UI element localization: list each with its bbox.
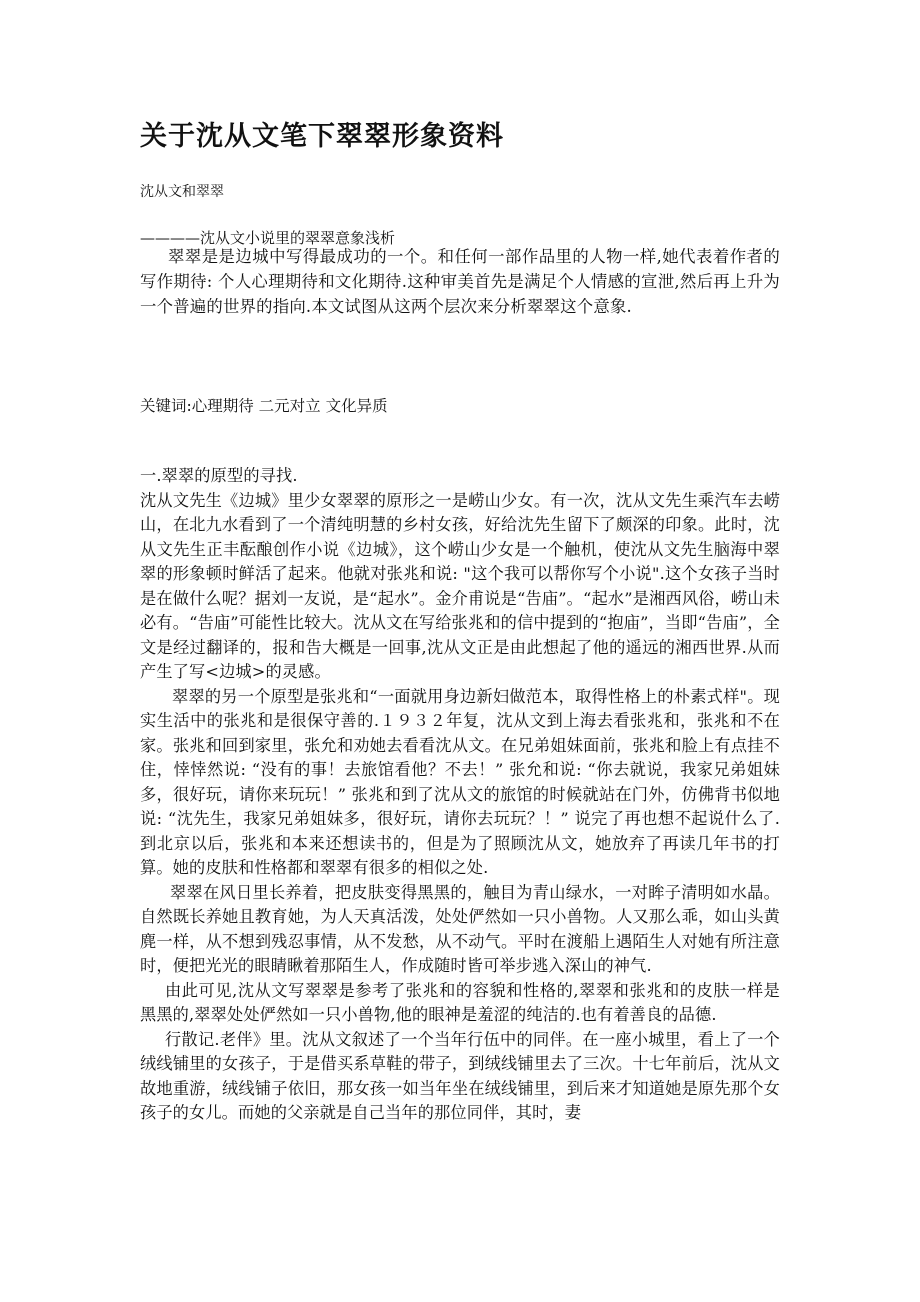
body-text — [140, 464, 780, 1126]
body-paragraph: 由此可见,沈从文写翠翠是参考了张兆和的容貌和性格的,翠翠和张兆和的皮肤一样是黑黑的,翠翠处处俨然如一只小兽物,他的眼神是羞涩的纯洁的.也有着善良的品德. — [140, 980, 780, 1024]
keywords-line: 关键词:心理期待 二元对立 文化异质 — [140, 397, 388, 415]
body-paragraph: 沈从文先生《边城》里少女翠翠的原形之一是崂山少女。有一次，沈从文先生乘汽车去崂山，在北九水看到了一个清纯明慧的乡村女孩，好给沈先生留下了颇深的印象。此时，沈从文先生正丰酝酿创作小说《边城》，这个崂山少女是一个触机，使沈从文先生脑海中翠翠的形象顿时鲜活了起来。他就对张兆和说: "这个我可以帮你写个小说".这个女孩子当时是在做什么呢？据刘一友说，是“起水”。金介甫说是“告庙”。“起水”是湘西风俗，崂山未必有。“告庙”可能性比较大。沈从文在写给张兆和的信中提到的“抱庙”，当即“告庙”，全文是经过翻译的，报和告大概是一回事,沈从文正是由此想起了他的遥远的湘西世界.从而产生了写<边城>的灵感。 — [140, 490, 780, 681]
article-title: ————沈从文小说里的翠翠意象浅析 — [140, 229, 396, 247]
section-heading: 一.翠翠的原型的寻找. — [140, 466, 298, 485]
body-paragraph: 行散记.老伴》里。沈从文叙述了一个当年行伍中的同伴。在一座小城里，看上了一个绒线铺里的女孩子，于是借买系草鞋的带子，到绒线铺里去了三次。十七年前后，沈从文故地重游，绒线铺子依旧，那女孩一如当年坐在绒线铺里，到后来才知道她是原先那个女孩子的女儿。而她的父亲就是自己当年的那位同伴，其时，妻 — [140, 1029, 780, 1122]
document-subtitle: 沈从文和翠翠 — [140, 184, 224, 200]
body-paragraph: 翠翠在风日里长养着，把皮肤变得黑黑的，触目为青山绿水，一对眸子清明如水晶。自然既长养她且教育她，为人天真活泼，处处俨然如一只小兽物。人又那么乖，如山头黄麂一样，从不想到残忍事情，从不发愁，从不动气。平时在渡船上遇陌生人对她有所注意时，便把光光的眼睛瞅着那陌生人，作成随时皆可举步逃入深山的神气. — [140, 882, 780, 975]
abstract-paragraph: 翠翠是是边城中写得最成功的一个。和任何一部作品里的人物一样,她代表着作者的写作期待: 个人心理期待和文化期待.这种审美首先是满足个人情感的宣泄,然后再上升为一个普遍的世界的指向.本文试图从这两个层次来分析翠翠这个意象. — [140, 247, 780, 316]
document-title: 关于沈从文笔下翠翠形象资料 — [140, 121, 504, 152]
body-paragraph: 翠翠的另一个原型是张兆和“一面就用身边新妇做范本，取得性格上的朴素式样"。现实生活中的张兆和是很保守善的.１９３２年复，沈从文到上海去看张兆和，张兆和不在家。张兆和回到家里，张允和劝她去看看沈从文。在兄弟姐妹面前，张兆和脸上有点挂不住，悻悻然说: “没有的事！去旅馆看他？不去！” 张允和说: “你去就说，我家兄弟姐妹多，很好玩，请你来玩玩！” 张兆和到了沈从文的旅馆的时候就站在门外，仿佛背书似地说: “沈先生，我家兄弟姐妹多，很好玩，请你去玩玩？！” 说完了再也想不起说什么了.到北京以后，张兆和本来还想读书的，但是为了照顾沈从文，她放弃了再读几年书的打算。她的皮肤和性格都和翠翠有很多的相似之处. — [140, 686, 780, 877]
